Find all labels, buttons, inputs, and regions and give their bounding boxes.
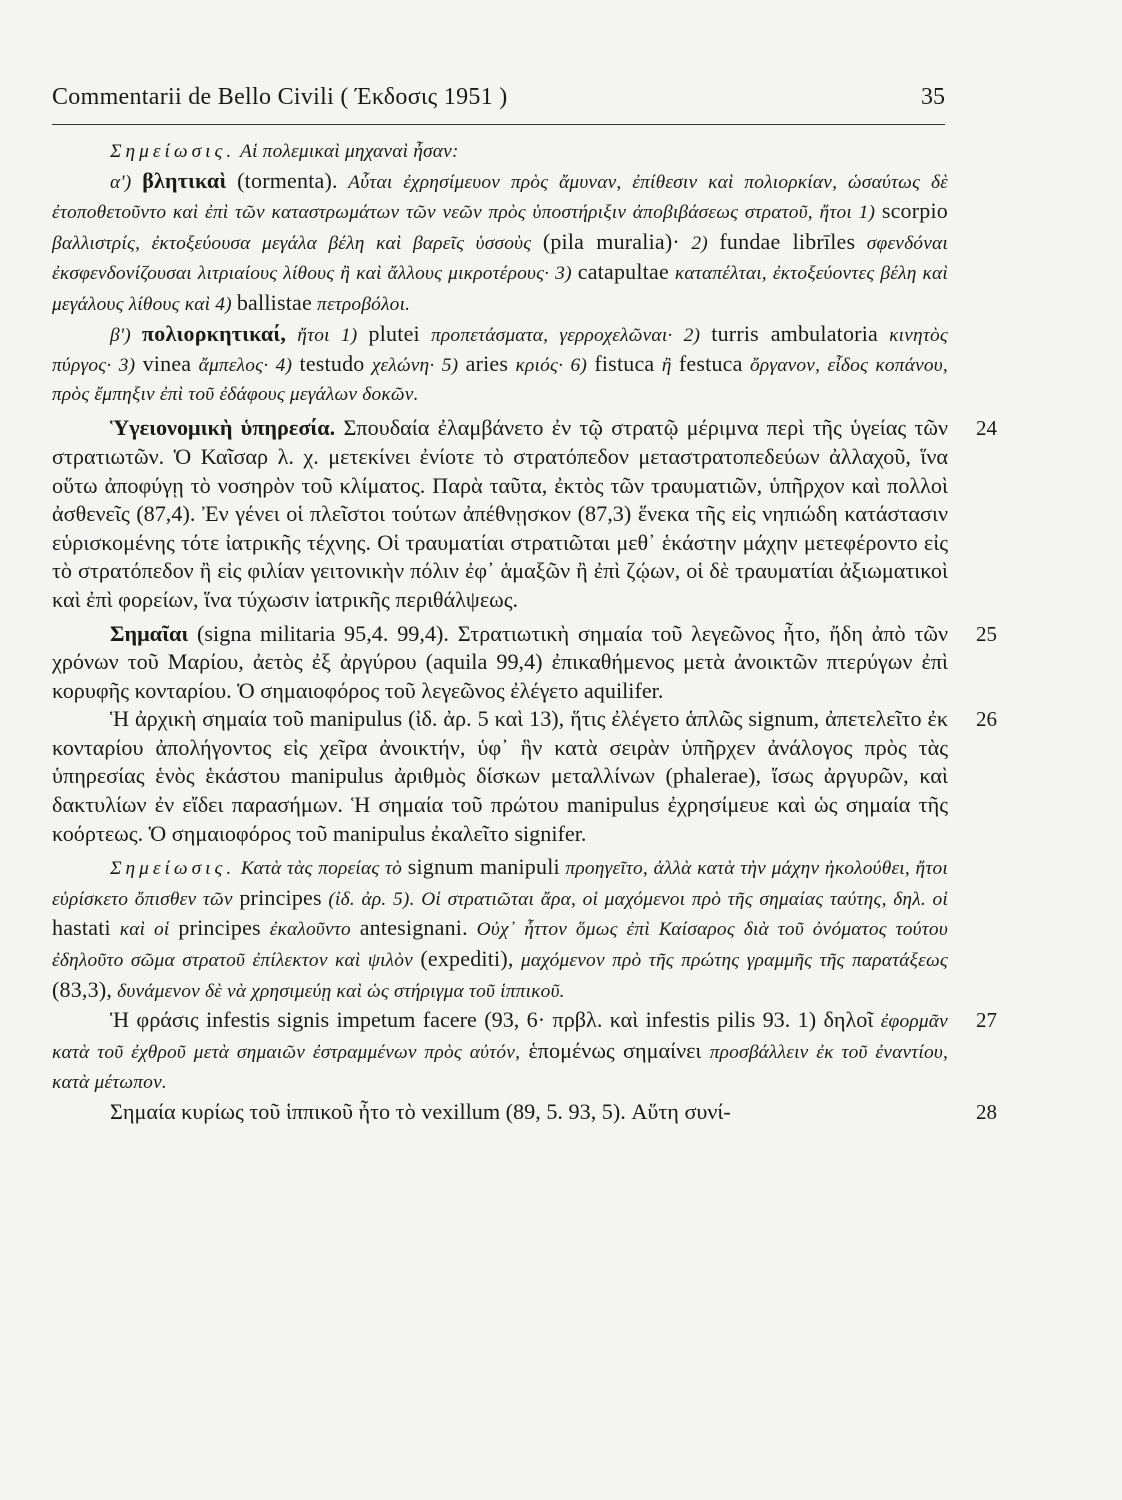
greek-text: προηγεῖτο, ἀλλὰ κατὰ τὴν μάχην ἠκολούθει, ἤτοι εὑρίσκετο ὄπισθεν τῶν <box>52 858 948 910</box>
running-header <box>52 84 945 118</box>
margin-number: 28 <box>976 1100 997 1124</box>
note-label: Σημείωσις. <box>110 141 236 162</box>
header-rule <box>52 124 945 125</box>
greek-text: προπετάσματα, γερροχελῶναι· 2) <box>431 324 701 346</box>
greek-text: καταπέλται, ἐκτοξεύοντες βέλη καὶ μεγάλους λίθους καὶ 4) <box>52 263 948 315</box>
greek-text: βαλλιστρίς, ἐκτοξεύουσα μεγάλα βέλη καὶ βαρεῖς ὑσσοὺς <box>52 232 532 254</box>
latin-term: (expediti), <box>420 946 514 972</box>
greek-text: κινητὸς πύργος· 3) <box>52 324 948 377</box>
latin-term: plutei <box>368 320 420 346</box>
greek-text: σφενδόναι ἐκσφενδονίζουσαι λιτριαίους λίθους ἢ καὶ ἄλλους μικροτέρους· 3) <box>52 232 948 285</box>
latin-term: testudo <box>299 351 365 377</box>
paragraph-text: Ἡ φράσις infestis signis impetum facere (93, 6· πρβλ. καὶ infestis pilis 93. 1) δηλοῖ <box>110 1007 874 1033</box>
greek-text: Οὐχ᾽ ἧττον ὅμως ἐπὶ Καίσαρος διὰ τοῦ ὀνόματος τούτου ἐδηλοῦτο σῶμα στρατοῦ ἐπίλεκτον καὶ ψιλὸν <box>52 919 948 972</box>
latin-term: principes <box>239 884 322 910</box>
paragraph-text: ἑπομένως σημαίνει <box>528 1037 702 1063</box>
italic-gloss: ἐφορμᾶν κατὰ τοῦ ἐχθροῦ μετὰ σημαιῶν ἐστραμμένων πρὸς αὐτόν, <box>52 1011 948 1063</box>
latin-term: hastati <box>52 915 111 941</box>
greek-text: ἐκαλοῦντο <box>269 919 351 941</box>
latin-term: (tormenta). <box>237 167 338 193</box>
greek-text: Αὗται ἐχρησίμευον πρὸς ἄμυναν, ἐπίθεσιν καὶ πολιορκίαν, ὡσαύτως δὲ ἐτοποθετοῦντο καὶ ἐπὶ τῶν καταστρωμάτων τῶν νεῶν πρὸς ὑποστήριξιν ἀποβιβάσεως στρατοῦ, ἤτοι 1) <box>52 171 948 224</box>
greek-text: καὶ οἱ <box>119 919 170 941</box>
greek-text: ἢ <box>661 355 672 377</box>
latin-term: festuca <box>678 351 743 377</box>
italic-gloss: προσβάλλειν ἐκ τοῦ ἐναντίου, κατὰ μέτωπον. <box>52 1041 949 1094</box>
item-a-heading: βλητικαὶ <box>142 167 227 193</box>
latin-term: scorpio <box>881 198 948 224</box>
latin-term: turris ambulatoria <box>711 320 878 346</box>
greek-text: ἄμπελος· 4) <box>198 355 293 377</box>
latin-term: fundae librīles <box>719 228 856 254</box>
paragraph-medical-service <box>52 414 948 614</box>
latin-term: signum manipuli <box>407 854 560 880</box>
greek-text: δυνάμενον δὲ νὰ χρησιμεύῃ καὶ ὡς στήριγμα τοῦ ἱππικοῦ. <box>117 980 565 1002</box>
latin-term: catapultae <box>577 259 669 285</box>
greek-text: χελώνη· 5) <box>371 355 459 377</box>
section-heading: Σημαῖαι <box>110 620 189 646</box>
latin-term: ballistae <box>236 289 312 315</box>
margin-number: 27 <box>976 1008 997 1033</box>
section-27 <box>52 1006 997 1098</box>
paragraph-standards <box>52 620 948 706</box>
latin-term: (83,3), <box>52 976 113 1002</box>
greek-text: ἤτοι 1) <box>297 324 358 346</box>
section-25 <box>52 620 997 706</box>
note-intro-text: Αἱ πολεμικαὶ μηχαναὶ ἦσαν: <box>239 141 459 162</box>
paragraph-vexillum: Σημαία κυρίως τοῦ ἱππικοῦ ἦτο τὸ vexillum (89, 5. 93, 5). Αὕτη συνί- <box>110 1099 731 1124</box>
margin-number: 25 <box>976 621 997 646</box>
section-28 <box>52 1098 997 1127</box>
item-b-heading: πολιορκητικαί, <box>142 320 287 346</box>
paragraph-text: (signa militaria 95,4. 99,4). Στρατιωτικὴ σημαία τοῦ λεγεῶνος ἦτο, ἤδη ἀπὸ τῶν χρόνων τοῦ Μαρίου, ἀετὸς ἐξ ἀργύρου (aquila 99,4) ἐπικαθήμενος μετὰ ἀνοικτῶν πτερύγων ἐπὶ κορυφῆς κονταρίου. Ὁ σημαιοφόρος τοῦ λεγεῶνος ἐλέγετο aquilifer. <box>52 620 949 703</box>
latin-term: antesignani. <box>359 915 468 941</box>
note-paragraph-a <box>52 167 948 320</box>
page-number: 35 <box>921 84 945 110</box>
greek-text: ὄργανον, εἶδος κοπάνου, πρὸς ἔμπηξιν ἐπὶ τοῦ ἐδάφους μεγάλων δοκῶν. <box>52 355 948 405</box>
latin-term: vinea <box>142 351 192 377</box>
margin-number: 24 <box>976 416 997 441</box>
note-intro <box>52 138 948 167</box>
section-heading: Ὑγειονομικὴ ὑπηρεσία. <box>110 415 336 441</box>
paragraph-infestis-signis <box>52 1006 948 1098</box>
greek-text: 2) <box>691 232 708 254</box>
note-signum-manipuli <box>52 853 948 1006</box>
paragraph-text: Σπουδαία ἐλαμβάνετο ἐν τῷ στρατῷ μέριμνα περὶ τῆς ὑγείας τῶν στρατιωτῶν. Ὁ Καῖσαρ λ. χ. μετεκίνει ἐνίοτε τὸ στρατόπεδον μεταστρατοπεδεύων ἀλλαχοῦ, ἵνα οὕτω ἀποφύγῃ τὸ νοσηρὸν τοῦ κλίματος. Παρὰ ταῦτα, ἐκτὸς τῶν τραυματιῶν, ὑπῆρχον καὶ πολλοὶ ἀσθενεῖς (87,4). Ἐν γένει οἱ πλεῖστοι τούτων ἀπέθνῃσκον (87,3) ἕνεκα τῆς εἰς νηπιώδη κατάστασιν εὑρισκομένης τότε ἰατρικῆς τέχνης. Οἱ τραυματίαι στρατιῶται μεθ᾽ ἑκάστην μάχην μετεφέροντο εἰς τὸ στρατόπεδον ἢ εἰς φιλίαν γειτονικὴν πόλιν ἐφ᾽ ἁμαξῶν ἢ ἐπὶ ζῴων, οἱ δὲ τραυματίαι ἀξιωματικοὶ καὶ ἐπὶ φορείων, ἵνα τύχωσιν ἰατρικῆς περιθάλψεως. <box>52 415 949 612</box>
greek-text: μαχόμενον πρὸ τῆς πρώτης γραμμῆς τῆς παρατάξεως <box>520 950 948 972</box>
latin-term: principes <box>178 915 261 941</box>
section-24 <box>52 414 997 614</box>
item-a-marker: α') <box>110 171 132 193</box>
latin-term: (pila muralia)· <box>542 228 680 254</box>
greek-text: κριός· 6) <box>515 355 587 377</box>
note-paragraph-b <box>52 320 948 410</box>
latin-term: aries <box>465 351 509 377</box>
note-label: Σημείωσις. <box>110 858 236 880</box>
item-b-marker: β') <box>110 324 131 346</box>
greek-text: Κατὰ τὰς πορείας τὸ <box>240 858 403 880</box>
page-body <box>52 138 997 1127</box>
latin-term: fistuca <box>594 351 655 377</box>
greek-text: (ἰδ. ἀρ. 5). Οἱ στρατιῶται ἄρα, οἱ μαχόμενοι πρὸ τῆς σημαίας ταύτης, δηλ. οἱ <box>328 888 948 910</box>
header-title: Commentarii de Bello Civili ( Έκδοσις 1951 ) <box>52 84 508 110</box>
greek-text: πετροβόλοι. <box>317 293 411 315</box>
paragraph-manipulus-signum: Ἡ ἀρχικὴ σημαία τοῦ manipulus (ἰδ. ἀρ. 5 καὶ 13), ἥτις ἐλέγετο ἁπλῶς signum, ἀπετελεῖτο ἐκ κονταρίου ἀπολήγοντος εἰς χεῖρα ἀνοικτήν, ὑφ᾽ ἣν κατὰ σειρὰν ὑπῆρχεν ἀνάλογος πρὸς τὰς ὑπηρεσίας ἑνὸς ἑκάστου manipulus ἀριθμὸς δίσκων μεταλλίνων (phalerae), ἴσως ἀργυρῶν, καὶ δακτυλίων ἐν εἴδει παρασήμων. Ἡ σημαία τοῦ πρώτου manipulus ἐχρησίμευε καὶ ὡς σημαία τῆς κοόρτεως. Ὁ σημαιοφόρος τοῦ manipulus ἐκαλεῖτο signifer. <box>52 706 948 846</box>
margin-number: 26 <box>976 707 997 732</box>
section-26 <box>52 705 997 848</box>
